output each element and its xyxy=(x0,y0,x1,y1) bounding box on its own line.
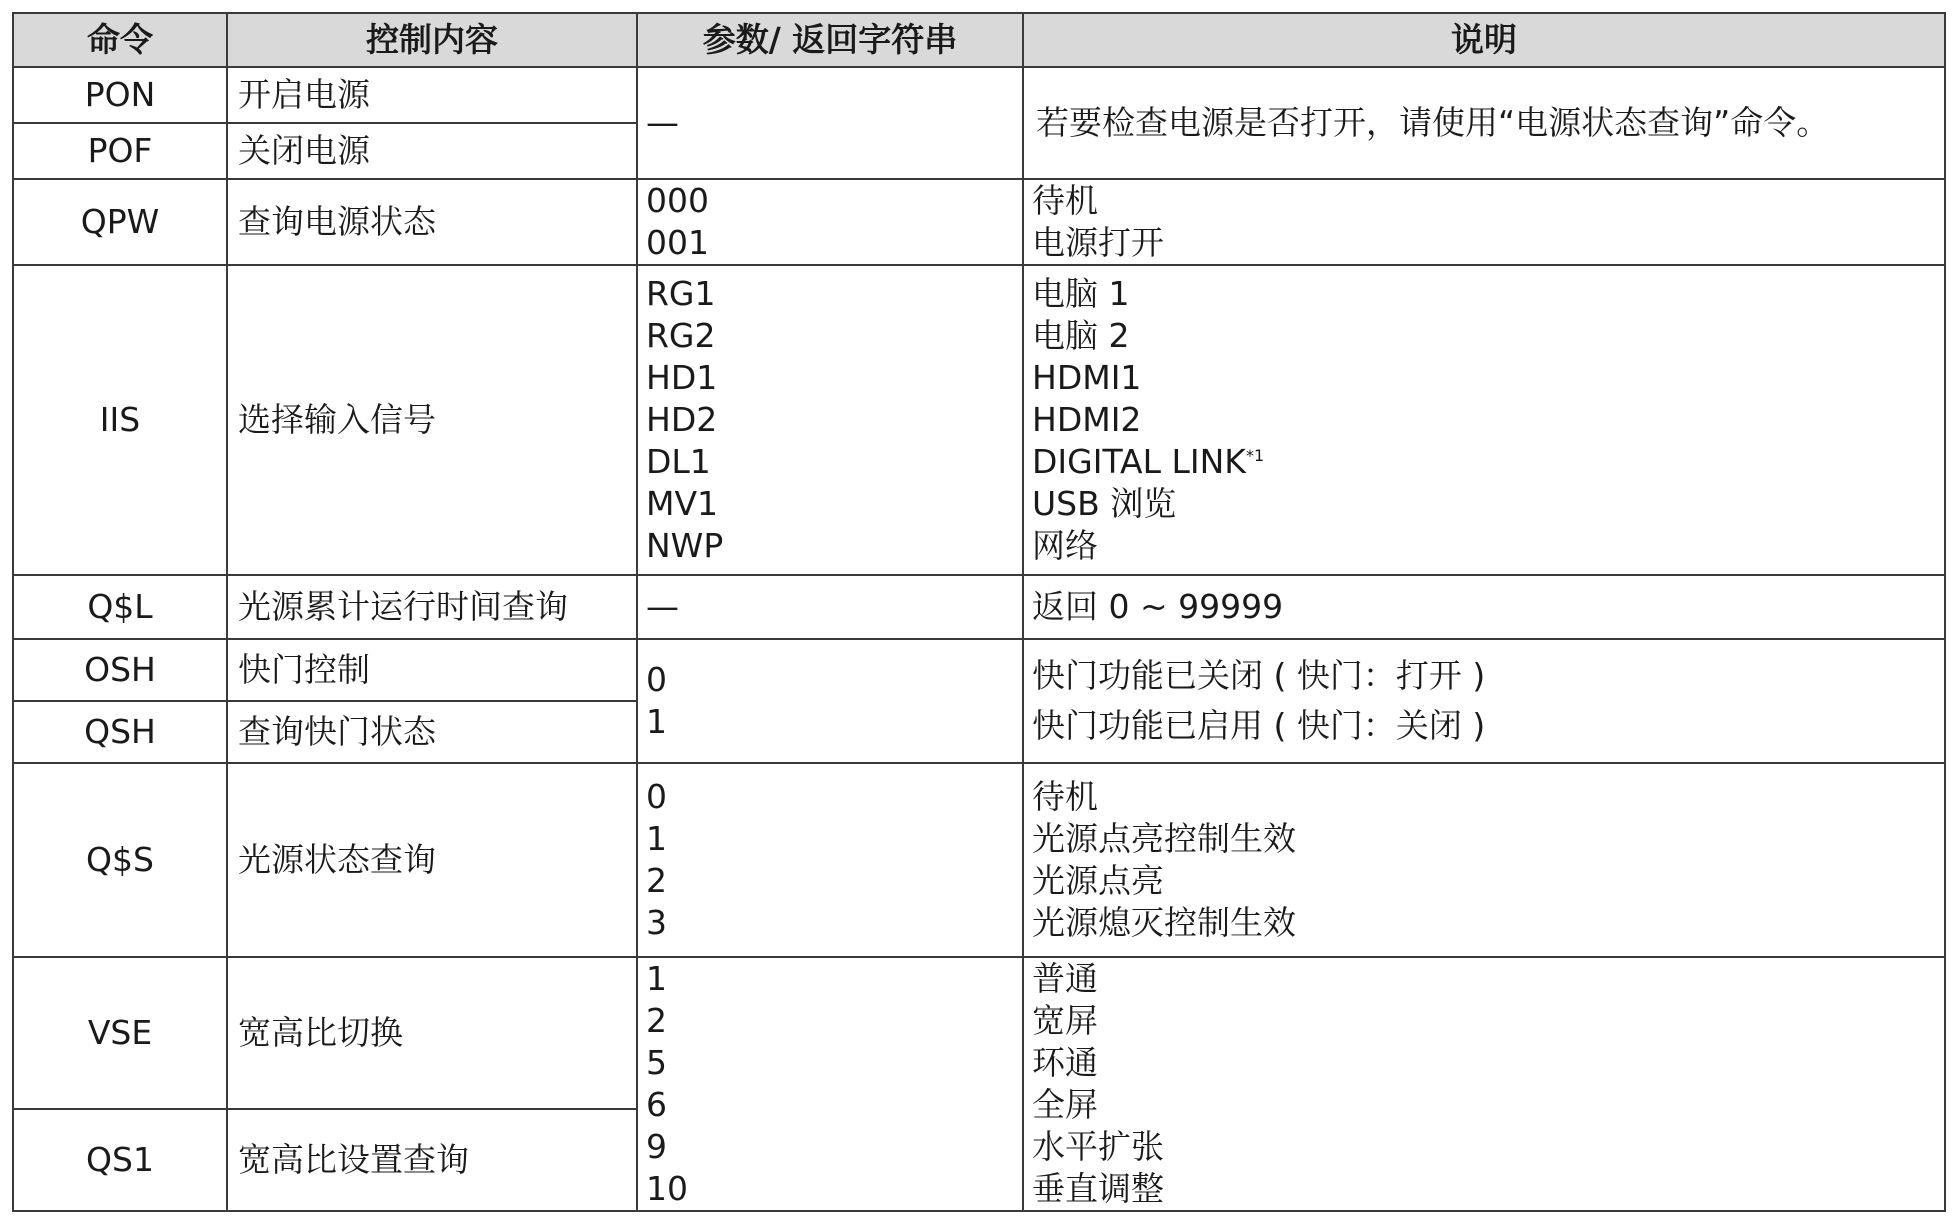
description-value: 待机 xyxy=(1032,181,1098,220)
description-value: 垂直调整 xyxy=(1032,1169,1164,1208)
description-value: 快门功能已启用 ( 快门：关闭 ) xyxy=(1032,706,1486,745)
header-description: 说明 xyxy=(1023,13,1945,67)
control-cell: 查询快门状态 xyxy=(227,701,637,763)
param-value: NWP xyxy=(646,526,724,565)
description-cell xyxy=(1023,957,1945,1211)
param-value: 2 xyxy=(646,861,667,900)
table-row-iis xyxy=(13,265,1945,575)
table-row-qpw xyxy=(13,179,1945,265)
description-cell: 若要检查电源是否打开，请使用“电源状态查询”命令。 xyxy=(1023,67,1945,179)
description-value: USB 浏览 xyxy=(1032,484,1177,523)
table-row-qss xyxy=(13,763,1945,957)
description-value: 水平扩张 xyxy=(1032,1127,1164,1166)
param-value: 000 xyxy=(646,181,709,220)
param-value: 0 xyxy=(646,777,667,816)
description-value: 网络 xyxy=(1032,526,1098,565)
param-value: RG1 xyxy=(646,274,716,313)
command-cell: PON xyxy=(13,67,227,123)
description-value: HDMI1 xyxy=(1032,358,1142,397)
command-cell: Q$S xyxy=(13,763,227,957)
command-cell: OSH xyxy=(13,639,227,701)
description-cell xyxy=(1023,179,1945,265)
description-value: 电脑 2 xyxy=(1032,316,1130,355)
command-cell: QSH xyxy=(13,701,227,763)
param-cell xyxy=(637,763,1023,957)
param-cell xyxy=(637,639,1023,763)
header-params: 参数/ 返回字符串 xyxy=(637,13,1023,67)
description-value: 光源点亮控制生效 xyxy=(1032,819,1296,858)
control-cell: 查询电源状态 xyxy=(227,179,637,265)
description-value: 电脑 1 xyxy=(1032,274,1130,313)
description-cell xyxy=(1023,639,1945,763)
footnote-mark: *1 xyxy=(1245,446,1265,465)
param-value: HD1 xyxy=(646,358,718,397)
param-value: RG2 xyxy=(646,316,716,355)
control-cell: 开启电源 xyxy=(227,67,637,123)
description-value: 光源点亮 xyxy=(1032,861,1164,900)
control-cell: 关闭电源 xyxy=(227,123,637,179)
description-value: 快门功能已关闭 ( 快门：打开 ) xyxy=(1032,656,1486,695)
command-cell: QS1 xyxy=(13,1109,227,1211)
param-cell: — xyxy=(637,575,1023,639)
param-value: 1 xyxy=(646,819,667,858)
description-cell xyxy=(1023,265,1945,575)
command-cell: IIS xyxy=(13,265,227,575)
param-value: 3 xyxy=(646,903,667,942)
param-value: DL1 xyxy=(646,442,711,481)
param-value: 1 xyxy=(646,959,667,998)
description-cell: 返回 0 ~ 99999 xyxy=(1023,575,1945,639)
param-cell xyxy=(637,957,1023,1211)
command-cell: QPW xyxy=(13,179,227,265)
table-row-osh xyxy=(13,639,1945,701)
param-value: 6 xyxy=(646,1085,667,1124)
param-value: 2 xyxy=(646,1001,667,1040)
table-header-row xyxy=(13,13,1945,67)
param-value: 0 xyxy=(646,660,667,699)
header-control: 控制内容 xyxy=(227,13,637,67)
command-cell: VSE xyxy=(13,957,227,1109)
param-value: 001 xyxy=(646,223,709,262)
table-row-qsl xyxy=(13,575,1945,639)
param-value: 9 xyxy=(646,1127,667,1166)
command-table xyxy=(12,12,1946,1212)
description-value: 电源打开 xyxy=(1032,223,1164,262)
table-row-pon xyxy=(13,67,1945,123)
control-cell: 宽高比切换 xyxy=(227,957,637,1109)
param-value: HD2 xyxy=(646,400,718,439)
control-cell: 快门控制 xyxy=(227,639,637,701)
param-value: 1 xyxy=(646,702,667,741)
digital-link-label: DIGITAL LINK xyxy=(1032,442,1246,481)
description-value: 全屏 xyxy=(1032,1085,1098,1124)
param-value: 10 xyxy=(646,1169,688,1208)
command-cell: POF xyxy=(13,123,227,179)
control-cell: 宽高比设置查询 xyxy=(227,1109,637,1211)
description-value: HDMI2 xyxy=(1032,400,1142,439)
param-cell xyxy=(637,179,1023,265)
header-command: 命令 xyxy=(13,13,227,67)
description-value: 光源熄灭控制生效 xyxy=(1032,903,1296,942)
param-cell xyxy=(637,265,1023,575)
param-cell: — xyxy=(637,67,1023,179)
control-cell: 光源累计运行时间查询 xyxy=(227,575,637,639)
param-value: 5 xyxy=(646,1043,667,1082)
control-cell: 选择输入信号 xyxy=(227,265,637,575)
description-cell xyxy=(1023,763,1945,957)
table-row-vse xyxy=(13,957,1945,1109)
command-cell: Q$L xyxy=(13,575,227,639)
param-value: MV1 xyxy=(646,484,719,523)
description-value: 普通 xyxy=(1032,959,1098,998)
description-value: 待机 xyxy=(1032,777,1098,816)
description-value: 环通 xyxy=(1032,1043,1098,1082)
control-cell: 光源状态查询 xyxy=(227,763,637,957)
description-value: 宽屏 xyxy=(1032,1001,1098,1040)
description-value-footnoted xyxy=(1032,441,1944,483)
